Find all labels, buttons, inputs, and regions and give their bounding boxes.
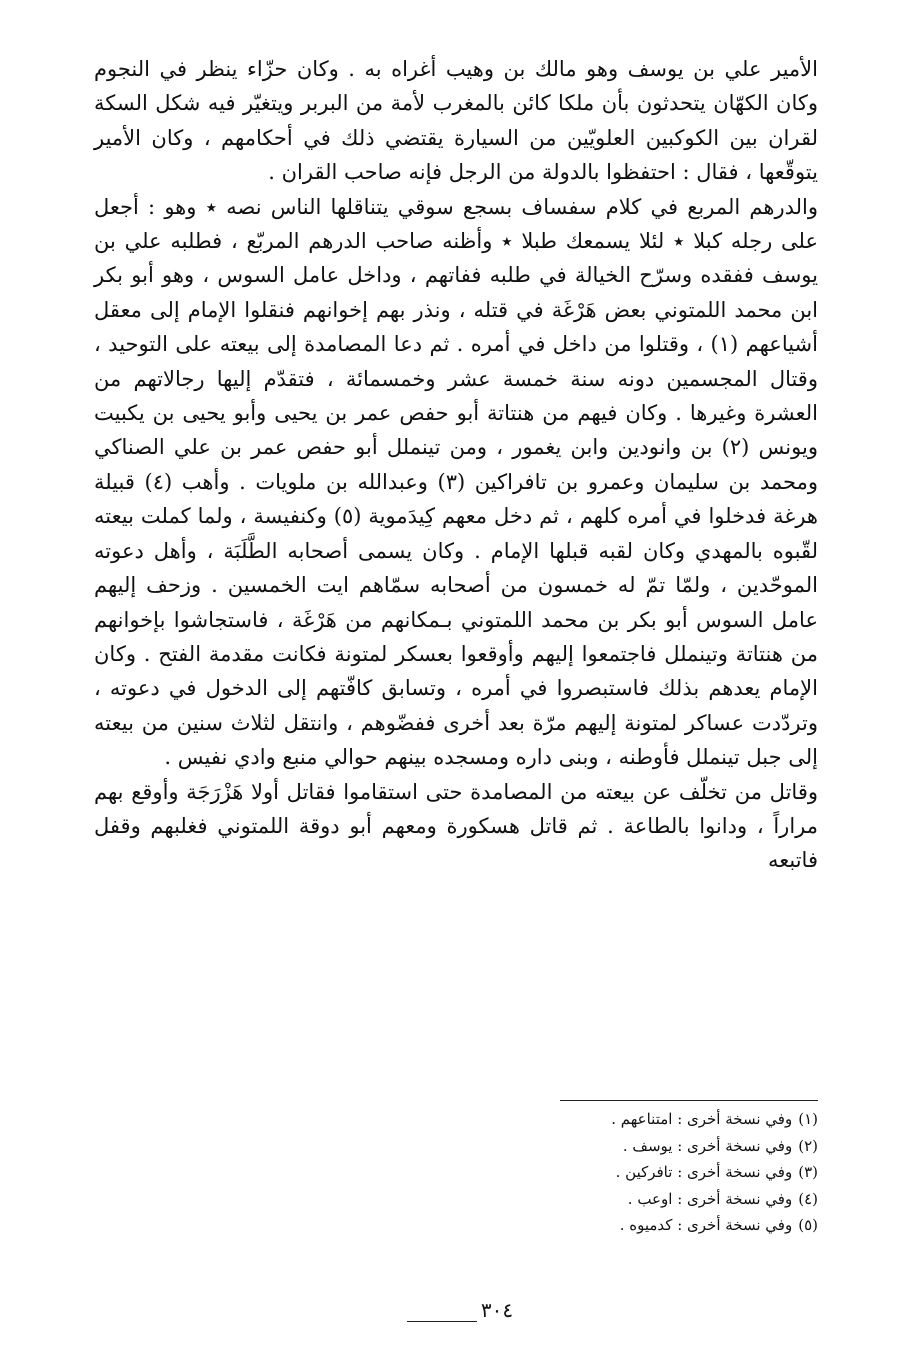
main-text: [94, 52, 818, 878]
footnote: [94, 1106, 818, 1133]
footnote: [94, 1159, 818, 1186]
footnote-divider: [560, 1100, 818, 1101]
footnote-text: وفي نسخة أخرى : كدميوه .: [619, 1216, 793, 1234]
footnote: [94, 1186, 818, 1213]
footnote-number: (١): [798, 1110, 818, 1128]
footnote: [94, 1133, 818, 1160]
footnote-number: (٤): [798, 1189, 818, 1208]
footnote-text: وفي نسخة أخرى : امتناعهم .: [611, 1110, 793, 1128]
paragraph: الأمير علي بن يوسف وهو مالك بن وهيب أغراه به . وكان حزّاء ينظر في النجوم وكان الكهّان يتحدثون بأن ملكا كائن بالمغرب لأمة من البربر ويتغيّر فيه شكل السكة لقران بين الكوكبين العلويّين من السيارة يقتضي ذلك في أحكامهم ، وكان الأمير يتوقّعها ، فقال : احتفظوا بالدولة من الرجل فإنه صاحب القران .: [94, 57, 818, 185]
footnote-number: (٣): [798, 1163, 818, 1181]
page-number-value: ٣٠٤: [480, 1298, 514, 1322]
page-number-underline: [407, 1321, 477, 1322]
footnotes: [94, 1106, 818, 1239]
footnote-number: (٢): [798, 1136, 818, 1155]
footnote-text: وفي نسخة أخرى : تافركين .: [615, 1163, 793, 1181]
footnote-text: وفي نسخة أخرى : يوسف .: [622, 1136, 793, 1155]
footnote-text: وفي نسخة أخرى : اوعب .: [627, 1189, 793, 1208]
footnote: [94, 1212, 818, 1239]
paragraph: والدرهم المربع في كلام سفساف بسجع سوقي يتناقلها الناس نصه ٭ وهو : أجعل على رجله كبلا ٭ لئلا يسمعك طبلا ٭ وأظنه صاحب الدرهم المربّع ، فطلبه علي بن يوسف ففقده وسرّح الخيالة في طلبه ففاتهم ، وداخل عامل السوس ، وهو أبو بكر ابن محمد اللمتوني بعض هَرْغَة في قتله ، ونذر بهم إخوانهم فنقلوا الإمام إلى معقل أشياعهم (١) ، وقتلوا من داخل في أمره . ثم دعا المصامدة إلى بيعته على التوحيد ، وقتال المجسمين دونه سنة خمسة عشر وخمسمائة ، فتقدّم إليها رجالاتهم من العشرة وغيرها . وكان فيهم من هنتاتة أبو حفص عمر بن يحيى وأبو يحيى بن يكبيت ويونس (٢) بن وانودين وابن يغمور ، ومن تينملل أبو حفص عمر بن علي الصناكي ومحمد بن سليمان وعمرو بن تافراكين (٣) وعبدالله بن ملويات . وأهب (٤) قبيلة هرغة فدخلوا في أمره كلهم ، ثم دخل معهم كِيدَموية (٥) وكنفيسة ، ولما كملت بيعته لقّبوه بالمهدي وكان لقبه قبلها الإمام . وكان يسمى أصحابه الطَّلَبَة ، وأهل دعوته الموحّدين ، ولمّا تمّ له خمسون من أصحابه سمّاهم ايت الخمسين . وزحف إليهم عامل السوس أبو بكر بن محمد اللمتوني بـمكانهم من هَرْغَة ، فاستجاشوا بإخوانهم من هنتاتة وتينملل فاجتمعوا إليهم وأوقعوا بعسكر لمتونة فكانت مقدمة الفتح . وكان الإمام يعدهم بذلك فاستبصروا في أمره ، وتسابق كافّتهم إلى الدخول في دعوته ، وتردّدت عساكر لمتونة إليهم مرّة بعد أخرى ففضّوهم ، وانتقل لثلاث سنين من بيعته إلى جبل تينملل فأوطنه ، وبنى داره ومسجده بينهم حوالي منبع وادي نفيس .: [94, 194, 818, 770]
footnote-number: (٥): [798, 1216, 818, 1234]
paragraph: وقاتل من تخلّف عن بيعته من المصامدة حتى استقاموا فقاتل أولا هَزْرَجَة وأوقع بهم مراراً ، ودانوا بالطاعة . ثم قاتل هسكورة ومعهم أبو دوقة اللمتوني فغلبهم وقفل فاتبعه: [94, 779, 818, 873]
page-number: [380, 1298, 540, 1322]
